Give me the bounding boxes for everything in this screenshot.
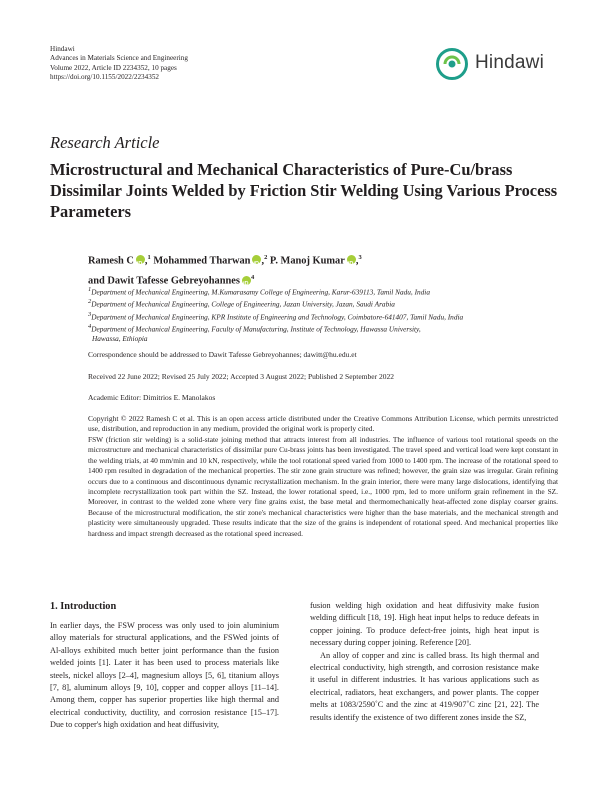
copyright-notice: Copyright © 2022 Ramesh C et al. This is an open access article distributed under the Creative Commons Attribution License, which permits unrestricted use, distribution, and reproduction in any medium, provided the original work is properly cited. (88, 414, 558, 434)
hindawi-logo-icon (436, 48, 470, 80)
orcid-icon[interactable] (242, 276, 251, 285)
author-list: Ramesh CiD ,$^1$ Mohammed TharwaniD ,$^2$ P. Manoj KumariD ,$^3$ and Dawit Tafesse GebreyohannesiD $^4$ (88, 249, 558, 290)
author-affil-sup: 1 (147, 254, 151, 261)
affiliation-text: Department of Mechanical Engineering, KPR Institute of Engineering and Technology, Coimbatore-641407, Tamil Nadu, India (91, 312, 464, 322)
logo-wordmark: Hindawi (475, 52, 544, 73)
affiliation-text: Department of Mechanical Engineering, Faculty of Manufacturing, Institute of Technology, Hawassa University, (91, 324, 421, 334)
correspondence: Correspondence should be addressed to Dawit Tafesse Gebreyohannes; dawitt@hu.edu.et (88, 350, 357, 359)
author-name[interactable]: P. Manoj Kumar (269, 255, 345, 267)
body-column-left (50, 620, 279, 732)
author-affil-sup: 3 (358, 254, 362, 261)
orcid-icon[interactable] (136, 255, 145, 264)
author-name[interactable]: Ramesh C (88, 255, 134, 267)
journal-name: Advances in Materials Science and Engineering (50, 54, 188, 63)
journal-header (50, 45, 188, 83)
affiliation (88, 297, 558, 309)
abstract: FSW (friction stir welding) is a solid-state joining method that attracts interest from all industries. The influence of various tool rotational speeds on the microstructure and mechanical characteristics of dissimilar pure Cu-brass joints has been investigated. The travel speed and vertical load were kept constant in the welding trials, at 40 mm/min and 10 kN, respectively, while the tool rotational speed varied from 1000 to 1400 rpm. The increase of the rotational speed to 1400 rpm resulted in degradation of the mechanical properties. The stir zone grain structure was refined; however, the grain size was irregular. Grain refining occurs due to a continuous and discontinuous dynamic recrystallization mechanism. In the grain interior, there were many large dislocations, identifying that incomplete recrystallization took part within the SZ. Instead, the lower rotational speed, i.e., 1000 rpm, led to more uniform grain refinement in the SZ. Moreover, in contrast to the welded zone where very fine grains exist, the base metal and thermomechanically heat-affected zone display coarser grains. Because of the microstructural modification, the stir zone's mechanical characteristics were higher than the base materials, and the mechanical strength and plasticity were simultaneously upgraded. These results indicate that the size of the grains is independent of rotational speed. And mechanical properties like hardness and impact strength decreased as the rotational speed increased. (88, 435, 558, 538)
author-affil-sup: 4 (250, 274, 255, 282)
author-name[interactable]: and Dawit Tafesse Gebreyohannes (88, 275, 240, 287)
article-type: Research Article (50, 133, 160, 152)
paragraph: An alloy of copper and zinc is called brass. Its high thermal and electrical conductivity, high strength, and corrosion resistance make it useful in different industries. It has various applications such as electrical, radiators, heat exchangers, and power plants. The copper melts at 1083/2590˚C and the zinc at 419/907˚C zinc [21, 22]. The results identify the existence of two different zones inside the SZ, (310, 650, 539, 722)
author-affil-sup: 2 (264, 254, 268, 261)
affiliation-sup: 3 (88, 310, 92, 318)
article-title: Microstructural and Mechanical Characteristics of Pure-Cu/brass Dissimilar Joints Welded by Friction Stir Welding Using Various Process Parameters (50, 160, 558, 221)
affiliation (88, 310, 558, 322)
body-column-right (310, 600, 539, 724)
section-heading: 1. Introduction (50, 601, 117, 612)
affiliation (88, 322, 558, 334)
affiliation (88, 285, 558, 297)
affiliation-sup: 2 (88, 298, 92, 306)
author-name[interactable]: Mohammed Tharwan (153, 255, 251, 267)
orcid-icon[interactable] (252, 255, 261, 264)
affiliation-sup: 1 (88, 286, 92, 293)
affiliation-list (88, 285, 558, 344)
paragraph: In earlier days, the FSW process was only used to join aluminium alloy materials for structural applications, and the FSWed joints of Al-alloys exhibited much better joint performance than the fusion welded joints [1]. Later it has been used to process materials like steels, nickel alloys [2–4], magnesium alloys [5, 6], titanium alloys [7, 8], aluminum alloys [9, 10], copper and copper alloys [11–14]. Among them, copper has superior properties like high thermal and electrical conductivity, ductility, and corrosion resistance [15–17]. Due to copper's high oxidation and heat diffusivity, (50, 621, 279, 730)
paragraph: fusion welding high oxidation and heat diffusivity make fusion welding difficult [18, 19]. High heat input helps to reduce defeats in copper joining. To produce defect-free joints, high heat input is necessary during copper joining. Reference [20]. (310, 601, 539, 648)
doi-link[interactable]: https://doi.org/10.1155/2022/2234352 (50, 73, 160, 82)
publisher-name: Hindawi (50, 45, 75, 53)
volume-info: Volume 2022, Article ID 2234352, 10 pages (50, 63, 177, 72)
hindawi-logo (436, 48, 556, 80)
academic-editor: Academic Editor: Dimitrios E. Manolakos (88, 393, 216, 402)
publication-dates: Received 22 June 2022; Revised 25 July 2022; Accepted 3 August 2022; Published 2 September 2022 (88, 372, 395, 381)
affiliation-text: Hawassa, Ethiopia (92, 334, 148, 344)
orcid-icon[interactable] (347, 255, 356, 264)
affiliation-text: Department of Mechanical Engineering, College of Engineering, Jazan University, Jazan, Saudi Arabia (91, 299, 395, 309)
affiliation-text: Department of Mechanical Engineering, M.Kumarasamy College of Engineering, Karur-639113, Tamil Nadu, India (91, 287, 430, 297)
affiliation-sup: 4 (88, 322, 92, 330)
affiliation (88, 334, 558, 344)
